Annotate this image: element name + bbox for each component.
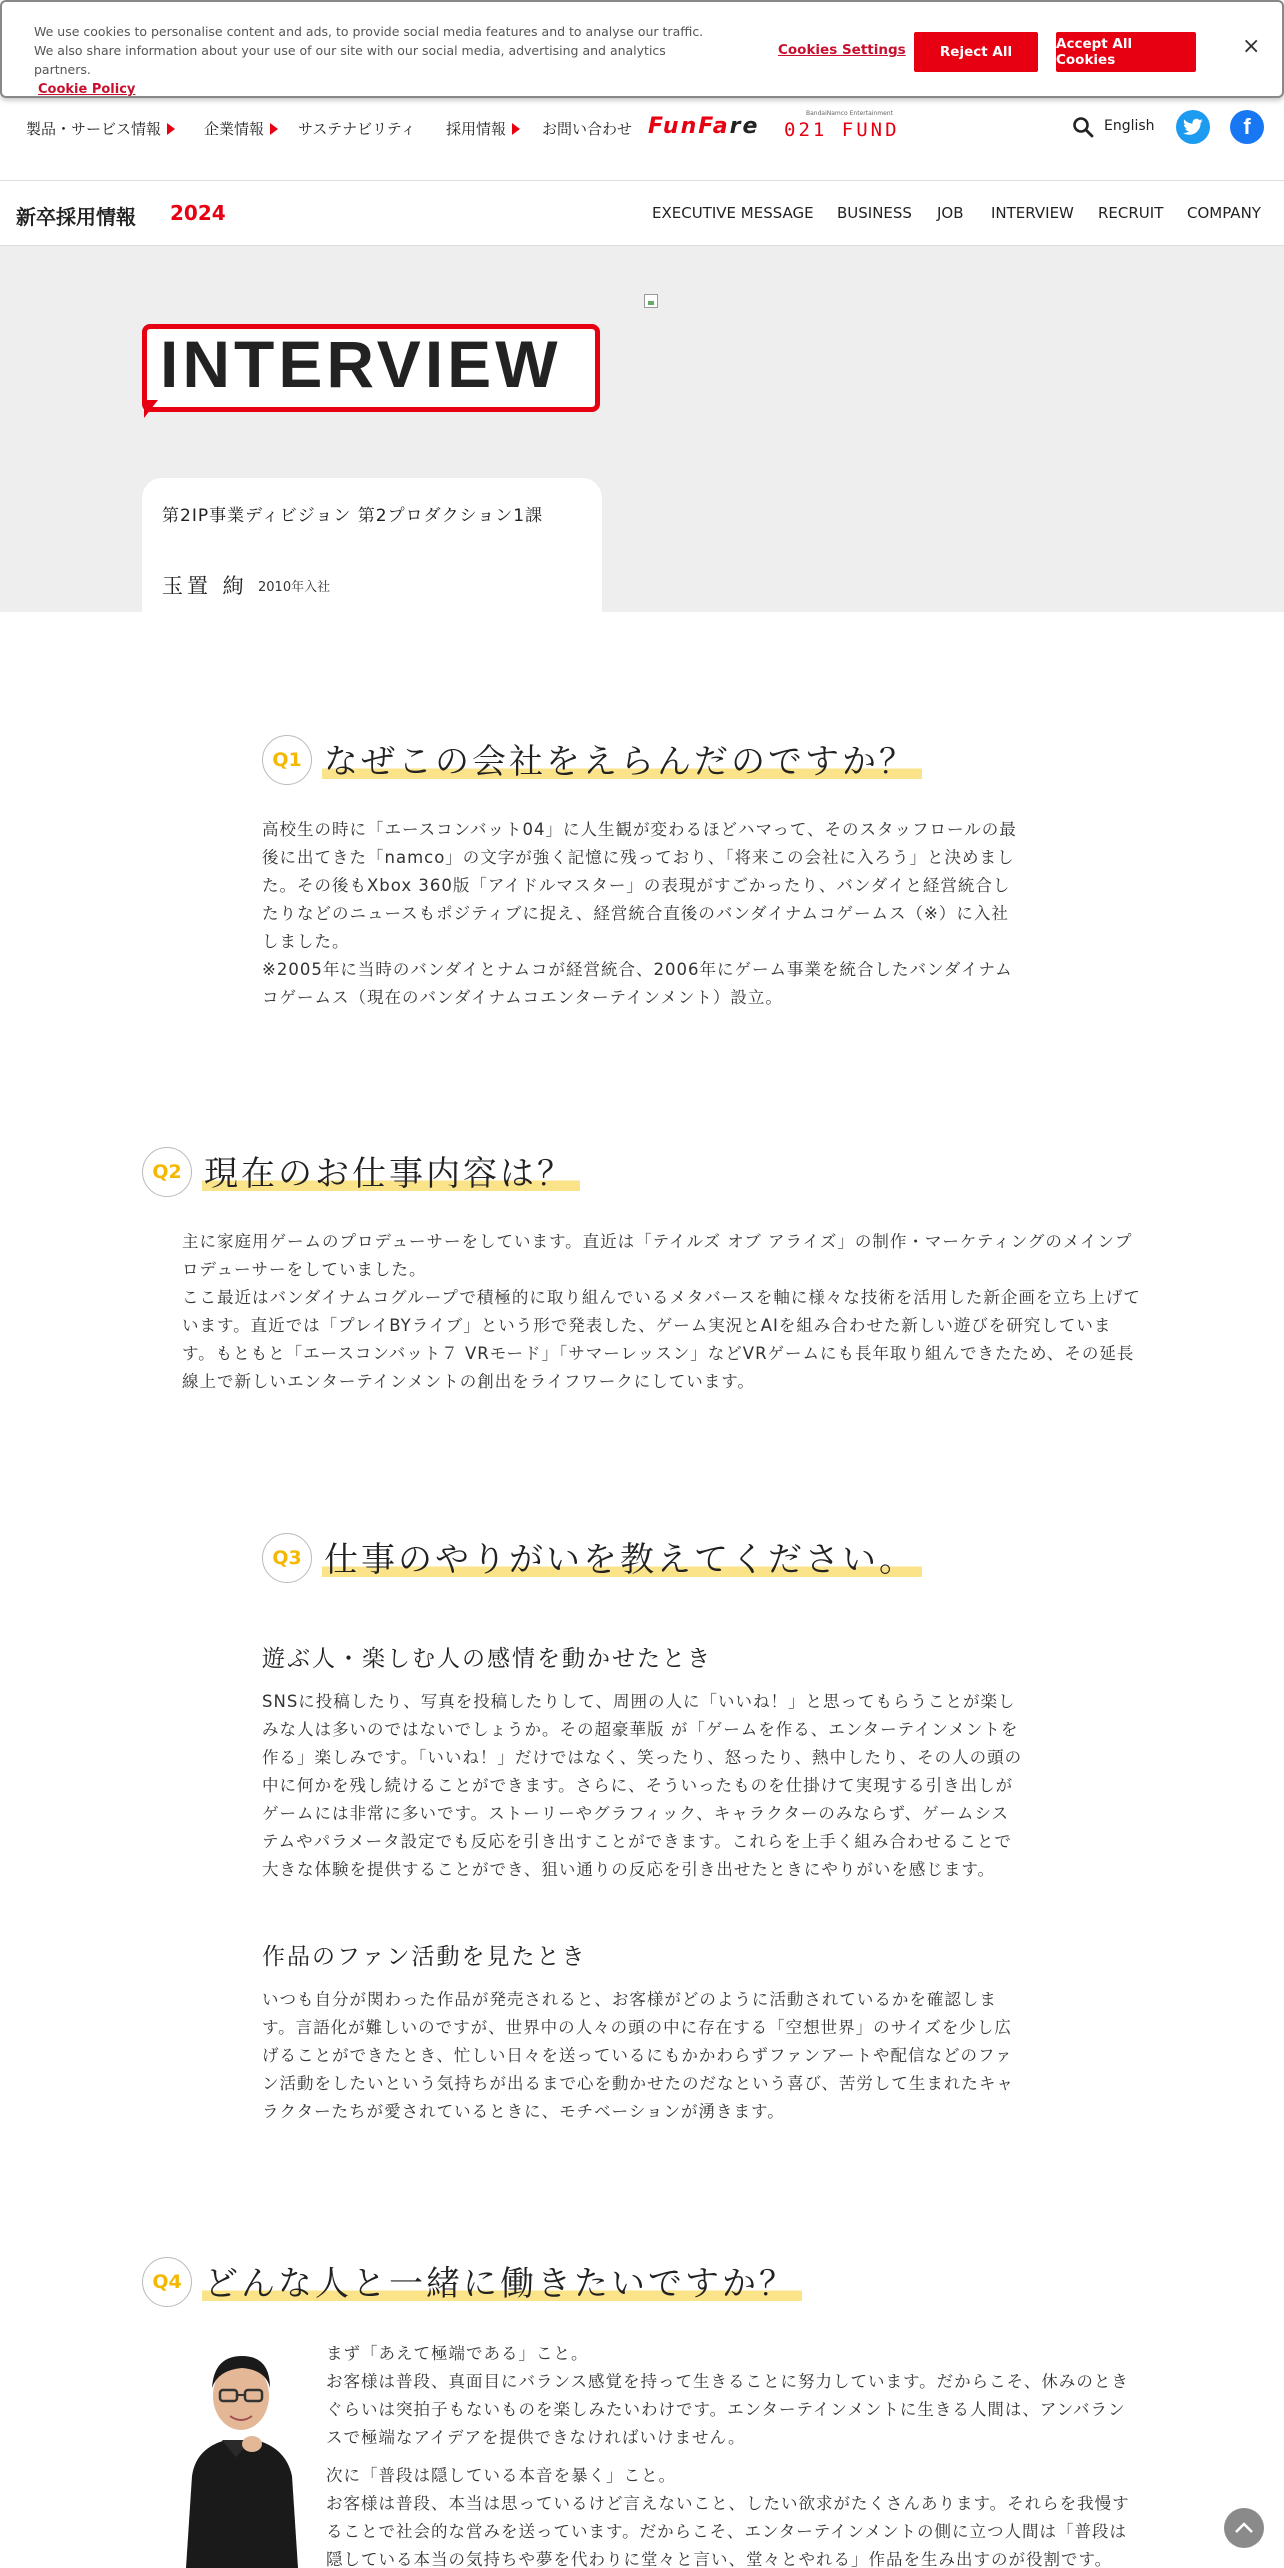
nav-item-sustainability[interactable] <box>298 118 416 139</box>
q1-heading <box>262 734 922 785</box>
nav-link-job[interactable]: JOB <box>937 204 964 222</box>
funfare-logo-text-b: re <box>729 114 760 139</box>
reject-all-button[interactable]: Reject All <box>914 32 1038 72</box>
q4-answer-p2: お客様は普段、真面目にバランス感覚を持って生きることに努力しています。だからこそ、休みのときぐらいは突拍子もないものを楽しみたいわけです。エンターテインメントに生きる人間は、アンバランスで極端なアイデアを提供できなければいけません。 <box>326 2372 1129 2447</box>
profile-department: 第2IP事業ディビジョン 第2プロダクション1課 <box>162 506 544 526</box>
q1-answer-note: ※2005年に当時のバンダイとナムコが経営統合、2006年にゲーム事業を統合したバンダイナムコゲームス（現在のバンダイナムコエンターテインメント）設立。 <box>262 960 1013 1007</box>
q2-heading <box>142 1146 580 1197</box>
q3-answer-2: いつも自分が関わった作品が発売されると、お客様がどのように活動されているかを確認します。言語化が難しいのですが、世界中の人々の頭の中に存在する「空想世界」のサイズを少し広げることができたとき、忙しい日々を送っているにもかかわらずファンアートや配信などのファン活動をしたいという気持ちが出るまで心を動かせたのだなという喜び、苦労して生まれたキャラクターたちが愛されているときに、モチベーションが湧きます。 <box>262 1990 1014 2121</box>
q3-title: 仕事のやりがいを教えてください。 <box>322 1532 922 1583</box>
interviewee-photo <box>176 2336 306 2568</box>
triangle-right-icon <box>512 123 520 135</box>
english-link[interactable]: English <box>1104 118 1155 134</box>
q1-answer-text: 高校生の時に「エースコンバット04」に人生観が変わるほどハマって、そのスタッフロールの最後に出てきた「namco」の文字が強く記憶に残っており、「将来この会社に入ろう」と決めました。その後もXbox 360版「アイドルマスター」の表現がすごかったり、バンダイと経営統合したりなどのニュースもポジティブに捉え、経営統合直後のバンダイナムコゲームス（※）に入社しました。 <box>262 820 1017 951</box>
close-icon[interactable]: × <box>1242 34 1261 59</box>
q4-answer-p1: まず「あえて極端である」こと。 <box>326 2344 589 2363</box>
q4-title: どんな人と一緒に働きたいですか？ <box>202 2256 802 2307</box>
dfund-logo-caption: BandaiNamco Entertainment <box>806 110 893 117</box>
cookie-policy-link[interactable]: Cookie Policy <box>38 82 136 97</box>
dfund-logo-text: 021 FUND <box>784 119 900 141</box>
nav-item-company[interactable] <box>204 118 278 139</box>
q3-subheading-1: 遊ぶ人・楽しむ人の感情を動かせたとき <box>262 1646 712 1672</box>
nav-item-label: 企業情報 <box>204 120 265 138</box>
nav-link-recruit[interactable]: RECRUIT <box>1098 204 1164 222</box>
nav-item-label: 採用情報 <box>446 120 507 138</box>
recruit-nav-year[interactable]: 2024 <box>170 201 226 225</box>
twitter-icon[interactable] <box>1176 110 1210 144</box>
q4-answer-p4: お客様は普段、本当は思っているけど言えないこと、したい欲求がたくさんあります。それらを我慢することで社会的な営みを送っています。だからこそ、エンターテインメントの側に立つ人間は「普段は隠している本当の気持ちや夢を代わりに堂々と言い、堂々とやれる」作品を生み出すのが役割です。 <box>326 2494 1130 2568</box>
funfare-logo[interactable] <box>648 114 759 139</box>
nav-item-label: サステナビリティ <box>298 120 416 138</box>
cookie-banner <box>0 0 1284 98</box>
q3-answer-1: SNSに投稿したり、写真を投稿したりして、周囲の人に「いいね！」と思ってもらうことが楽しみな人は多いのではないでしょうか。その超豪華版 が「ゲームを作る、エンターテインメントを作る」楽しみです。「いいね！」だけではなく、笑ったり、怒ったり、熱中したり、その人の頭の中に何かを残し続けることができます。さらに、そういったものを仕掛けて実現する引き出しがゲームには非常に多いです。ストーリーやグラフィック、キャラクターのみならず、ゲームシステムやパラメータ設定でも反応を引き出すことができます。これらを上手く組み合わせることで大きな体験を提供することができ、狙い通りの反応を引き出せたときにやりがいを感じます。 <box>262 1692 1023 1879</box>
q1-title: なぜこの会社をえらんだのですか？ <box>322 734 922 785</box>
global-nav <box>0 98 1284 180</box>
dfund-logo[interactable] <box>784 110 920 141</box>
cookie-text <box>34 22 714 99</box>
nav-link-executive-message[interactable]: EXECUTIVE MESSAGE <box>652 204 814 222</box>
q2-answer <box>182 1228 1142 1396</box>
chevron-up-icon <box>1234 2522 1254 2534</box>
broken-image-icon <box>644 294 658 308</box>
recruit-nav <box>0 180 1284 246</box>
facebook-icon[interactable]: f <box>1230 110 1264 144</box>
triangle-right-icon <box>270 123 278 135</box>
q2-answer-text-1: 主に家庭用ゲームのプロデューサーをしています。直近は「テイルズ オブ アライズ」の制作・マーケティングのメインプロデューサーをしていました。 <box>182 1232 1133 1279</box>
nav-item-contact[interactable] <box>542 118 632 139</box>
nav-item-recruit[interactable] <box>446 118 520 139</box>
profile-name: 玉置 絢 <box>162 574 248 598</box>
q2-title: 現在のお仕事内容は？ <box>202 1146 580 1197</box>
profile-card <box>142 478 602 612</box>
cookies-settings-link[interactable]: Cookies Settings <box>778 42 906 58</box>
q4-answer-p3: 次に「普段は隠している本音を暴く」こと。 <box>326 2466 676 2485</box>
q4-answer <box>326 2340 1134 2568</box>
q2-answer-text-2: ここ最近はバンダイナムコグループで積極的に取り組んでいるメタバースを軸に様々な技術を活用した新企画を立ち上げています。直近では「プレイBYライブ」という形で発表した、ゲーム実況とAIを組み合わせた新しい遊びを研究しています。もともと「エースコンバット７ VRモード」「サマーレッスン」などVRゲームにも長年取り組んできたため、その延長線上で新しいエンターテインメントの創出をライフワークにしています。 <box>182 1288 1141 1391</box>
q2-badge: Q2 <box>142 1147 192 1197</box>
funfare-logo-text-a: FunFa <box>648 114 730 139</box>
page-top-button[interactable] <box>1224 2508 1264 2548</box>
speech-bubble-tail <box>144 400 158 418</box>
q3-subheading-2: 作品のファン活動を見たとき <box>262 1944 587 1970</box>
q4-badge: Q4 <box>142 2257 192 2307</box>
nav-link-interview[interactable]: INTERVIEW <box>991 204 1074 222</box>
triangle-right-icon <box>167 123 175 135</box>
accept-all-cookies-button[interactable]: Accept All Cookies <box>1056 32 1196 72</box>
nav-link-business[interactable]: BUSINESS <box>837 204 912 222</box>
search-icon[interactable] <box>1072 116 1094 138</box>
nav-item-label: お問い合わせ <box>542 120 633 138</box>
nav-item-products[interactable] <box>26 118 175 139</box>
q4-heading <box>142 2256 802 2307</box>
recruit-nav-title[interactable]: 新卒採用情報 <box>16 205 136 229</box>
cookie-message: We use cookies to personalise content and ads, to provide social media features and to analyse our traffic. We also share information about your use of our site with our social media, advertising and analytics partners. <box>34 24 704 77</box>
twitter-bird-icon <box>1183 118 1203 136</box>
q3-badge: Q3 <box>262 1533 312 1583</box>
profile-join-year: 2010年入社 <box>258 580 331 595</box>
q1-answer <box>262 816 1024 1012</box>
q1-badge: Q1 <box>262 735 312 785</box>
q3-heading <box>262 1532 922 1583</box>
nav-item-label: 製品・サービス情報 <box>26 120 162 138</box>
page-title: INTERVIEW <box>160 327 562 401</box>
nav-link-company[interactable]: COMPANY <box>1187 204 1261 222</box>
